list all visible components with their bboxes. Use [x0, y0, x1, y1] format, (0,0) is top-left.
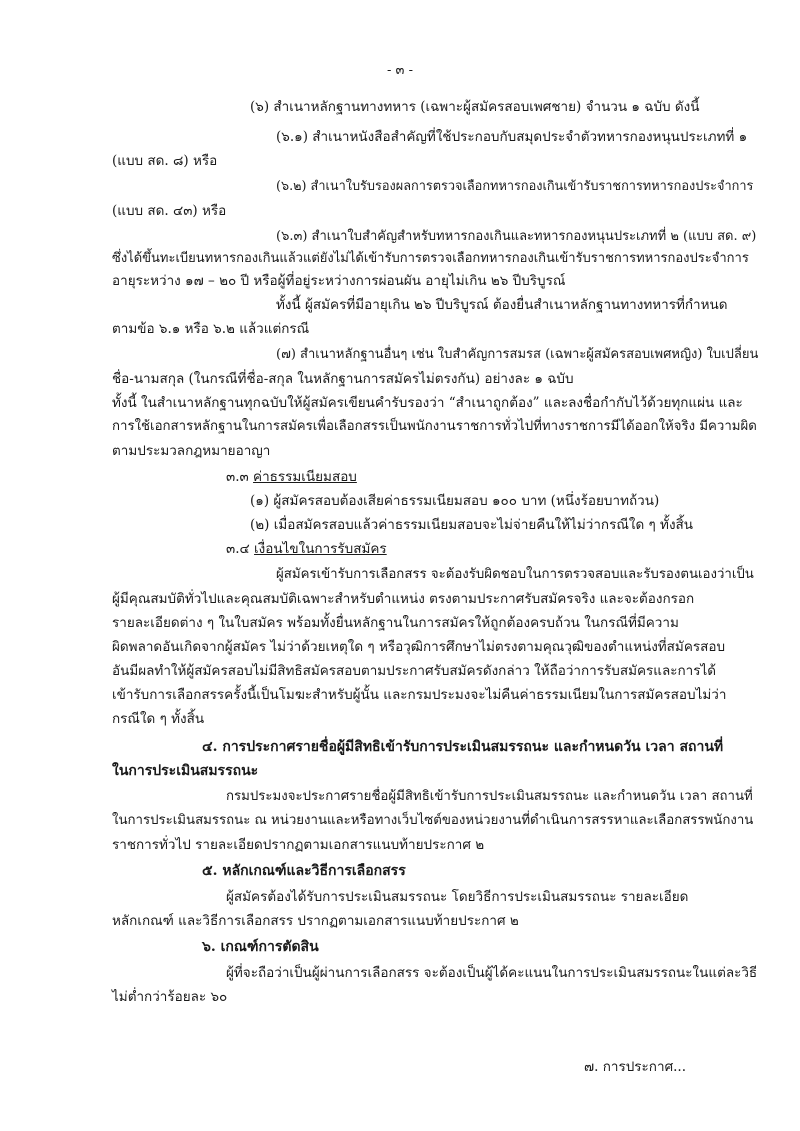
section-4-heading-line-1: ๔. การประกาศรายชื่อผู้มีสิทธิเข้ารับการประเมินสมรรถนะ และกำหนดวัน เวลา สถานที่ [202, 739, 724, 755]
conditions-line: กรณีใด ๆ ทั้งสิ้น [112, 711, 205, 727]
copy-note-line-1: ทั้งนี้ ในสำเนาหลักฐานทุกฉบับให้ผู้สมัครเขียนคำรับรองว่า “สำเนาถูกต้อง” และลงชื่อกำกับไว้ด้วยทุกแผ่น และ [112, 395, 743, 411]
conditions-line: รายละเอียดต่าง ๆ ในใบสมัคร พร้อมทั้งยื่นหลักฐานในการสมัครให้ถูกต้องครบถ้วน ในกรณีที่มีความ [112, 615, 679, 631]
conditions-line: อันมีผลทำให้ผู้สมัครสอบไม่มีสิทธิสมัครสอบตามประกาศรับสมัครดังกล่าว ให้ถือว่าการรับสมัครและการได้ [112, 663, 717, 679]
section-3-4-title: เงื่อนไขในการรับสมัคร [254, 541, 387, 557]
fee-item-1: (๑) ผู้สมัครสอบต้องเสียค่าธรรมเนียมสอบ ๑๐๐ บาท (หนึ่งร้อยบาทถ้วน) [250, 493, 660, 509]
decision-line: ไม่ต่ำกว่าร้อยละ ๖๐ [112, 989, 228, 1005]
conditions-line: ผู้สมัครเข้ารับการเลือกสรร จะต้องรับผิดชอบในการตรวจสอบและรับรองตนเองว่าเป็น [276, 567, 754, 582]
section-3-3-title: ค่าธรรมเนียมสอบ [253, 469, 357, 485]
conditions-line: เข้ารับการเลือกสรรครั้งนี้เป็นโมฆะสำหรับผู้นั้น และกรมประมงจะไม่คืนค่าธรรมเนียมในการสมัครสอบไม่ว่า [112, 687, 727, 703]
section-5-heading: ๕. หลักเกณฑ์และวิธีการเลือกสรร [202, 863, 406, 879]
page-number: - ๓ - [387, 63, 413, 78]
criteria-line: ผู้สมัครต้องได้รับการประเมินสมรรถนะ โดยวิธีการประเมินสมรรถนะ รายละเอียด [226, 889, 689, 905]
item-6-1-line-1: (๖.๑) สำเนาหนังสือสำคัญที่ใช้ประกอบกับสมุดประจำตัวทหารกองหนุนประเภทที่ ๑ [276, 129, 748, 145]
section-6-criteria-heading: ๖. เกณฑ์การตัดสิน [202, 939, 319, 955]
item-6-2-line-2: (แบบ สด. ๔๓) หรือ [112, 203, 227, 219]
announcement-line: กรมประมงจะประกาศรายชื่อผู้มีสิทธิเข้ารับการประเมินสมรรถนะ และกำหนดวัน เวลา สถานที่ [226, 789, 753, 804]
item-6-3-line-3: อายุระหว่าง ๑๗ – ๒๐ ปี หรือผู้ที่อยู่ระหว่างการผ่อนผัน อายุไม่เกิน ๒๖ ปีบริบูรณ์ [112, 273, 566, 289]
section-6-heading: (๖) สำเนาหลักฐานทางทหาร (เฉพาะผู้สมัครสอบเพศชาย) จำนวน ๑ ฉบับ ดังนี้ [250, 99, 700, 115]
announcement-line: ราชการทั่วไป รายละเอียดปรากฏตามเอกสารแนบท้ายประกาศ ๒ [112, 837, 485, 853]
section-4-heading-line-2: ในการประเมินสมรรถนะ [112, 763, 259, 779]
military-note-line-1: ทั้งนี้ ผู้สมัครที่มีอายุเกิน ๒๖ ปีบริบูรณ์ ต้องยื่นสำเนาหลักฐานทางทหารที่กำหนด [276, 297, 728, 313]
section-3-3-number: ๓.๓ [226, 469, 249, 485]
item-6-2-line-1: (๖.๒) สำเนาใบรับรองผลการตรวจเลือกทหารกองเกินเข้ารับราชการทหารกองประจำการ [276, 179, 754, 194]
section-3-4-heading [226, 540, 387, 558]
criteria-line: หลักเกณฑ์ และวิธีการเลือกสรร ปรากฏตามเอกสารแนบท้ายประกาศ ๒ [112, 913, 519, 929]
decision-line: ผู้ที่จะถือว่าเป็นผู้ผ่านการเลือกสรร จะต้องเป็นผู้ได้คะแนนในการประเมินสมรรถนะในแต่ละวิธี [226, 965, 758, 981]
section-7-line-1: (๗) สำเนาหลักฐานอื่นๆ เช่น ใบสำคัญการสมรส (เฉพาะผู้สมัครสอบเพศหญิง) ใบเปลี่ยน [276, 347, 759, 362]
section-3-4-number: ๓.๔ [226, 541, 250, 557]
section-7-line-2: ชื่อ-นามสกุล (ในกรณีที่ชื่อ-สกุล ในหลักฐานการสมัครไม่ตรงกัน) อย่างละ ๑ ฉบับ [112, 371, 574, 387]
item-6-3-line-1: (๖.๓) สำเนาใบสำคัญสำหรับทหารกองเกินและทหารกองหนุนประเภทที่ ๒ (แบบ สด. ๙) [276, 229, 757, 244]
conditions-line: ผู้มีคุณสมบัติทั่วไปและคุณสมบัติเฉพาะสำหรับตำแหน่ง ตรงตามประกาศรับสมัครจริง และจะต้องกรอก [112, 591, 695, 607]
continuation-text: ๗. การประกาศ... [584, 1059, 687, 1075]
copy-note-line-2: การใช้เอกสารหลักฐานในการสมัครเพื่อเลือกสรรเป็นพนักงานราชการทั่วไปที่ทางราชการมีได้ออกให้จริง มีความผิด [112, 419, 757, 434]
fee-item-2: (๒) เมื่อสมัครสอบแล้วค่าธรรมเนียมสอบจะไม่จ่ายคืนให้ไม่ว่ากรณีใด ๆ ทั้งสิ้น [250, 517, 694, 533]
item-6-3-line-2: ซึ่งได้ขึ้นทะเบียนทหารกองเกินแล้วแต่ยังไม่ได้เข้ารับการตรวจเลือกทหารกองเกินเข้ารับราชการทหารกองประจำการ [112, 251, 749, 266]
item-6-1-line-2: (แบบ สด. ๘) หรือ [112, 153, 218, 169]
military-note-line-2: ตามข้อ ๖.๑ หรือ ๖.๒ แล้วแต่กรณี [112, 321, 310, 337]
copy-note-line-3: ตามประมวลกฎหมายอาญา [112, 443, 271, 459]
announcement-line: ในการประเมินสมรรถนะ ณ หน่วยงานและหรือทางเว็บไซต์ของหน่วยงานที่ดำเนินการสรรหาและเลือกสรรพนักงาน [112, 813, 754, 828]
conditions-line: ผิดพลาดอันเกิดจากผู้สมัคร ไม่ว่าด้วยเหตุใด ๆ หรือวุฒิการศึกษาไม่ตรงตามคุณวุฒิของตำแหน่งที่สมัครสอบ [112, 639, 726, 655]
section-3-3-heading [226, 468, 357, 486]
